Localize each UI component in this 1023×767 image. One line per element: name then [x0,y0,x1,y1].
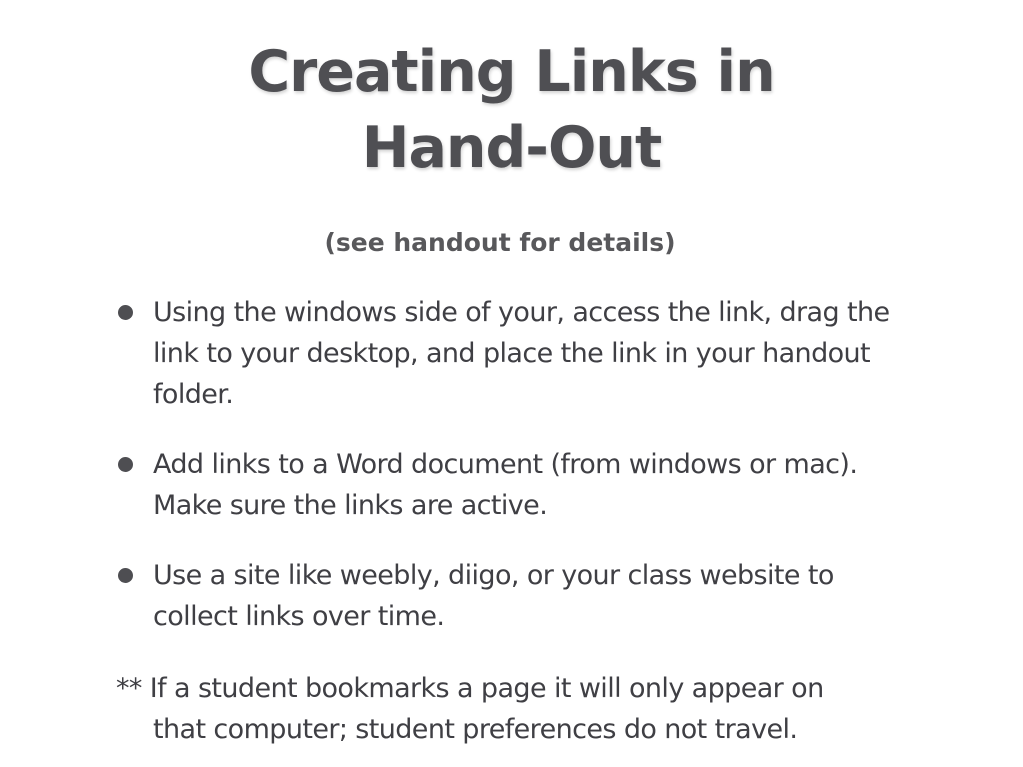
bullet-item [116,555,916,637]
slide-subtitle: (see handout for details) [324,228,676,257]
footnote-line-1: ** If a student bookmarks a page it will only appear on [116,673,824,704]
footnote-line-2: that computer; student preferences do not travel. [153,714,798,745]
bullet-icon [118,457,133,472]
slide-title-line-2: Hand-Out [361,115,662,181]
slide-title [0,34,1023,186]
bullet-item [116,292,916,415]
bullet-text: Use a site like weebly, diigo, or your class website to collect links over time. [153,560,834,632]
footnote [116,668,916,750]
bullet-text: Add links to a Word document (from windows or mac). Make sure the links are active. [153,449,858,521]
bullet-item [116,444,916,526]
bullet-text: Using the windows side of your, access the link, drag the link to your desktop, and place the link in your handout folder. [153,297,890,410]
slide-title-line-1: Creating Links in [248,39,775,105]
bullet-icon [118,305,133,320]
bullet-icon [118,568,133,583]
bullet-list [116,292,916,666]
